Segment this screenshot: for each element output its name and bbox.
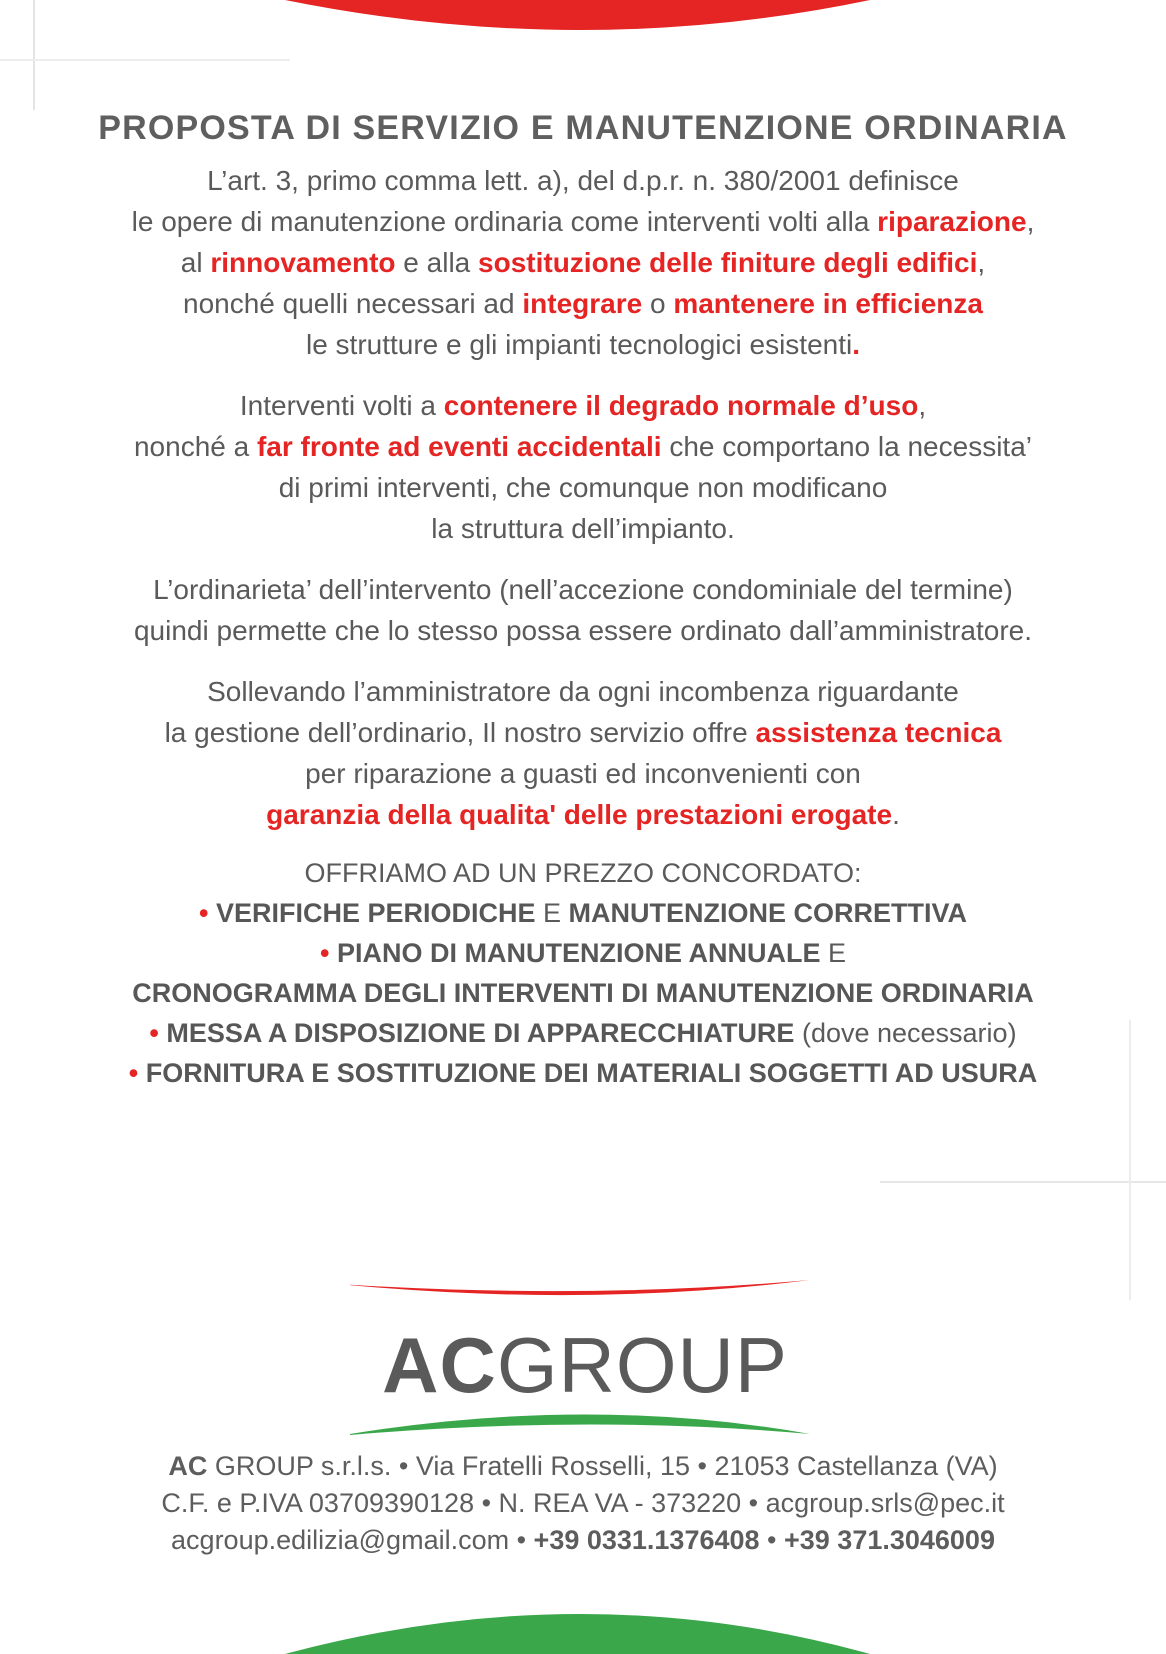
text: Sollevando l’amministratore da ogni incombenza riguardante [207,676,959,707]
text: la gestione dell’ordinario, Il nostro servizio offre [164,717,756,748]
offer-text: E [535,898,569,928]
footer-company-ac: AC [168,1451,208,1481]
text: le opere di manutenzione ordinaria come interventi volti alla [131,206,878,237]
offer-list [60,853,1106,1093]
text: la struttura dell’impianto. [431,513,735,544]
offer-text: E [820,938,846,968]
footer-contacts [40,1522,1126,1559]
text: per riparazione a guasti ed inconvenienti con [305,758,861,789]
text: , [977,247,986,278]
offer-text: FORNITURA E SOSTITUZIONE DEI MATERIALI SOGGETTI AD USURA [145,1058,1038,1088]
text: le strutture e gli impianti tecnologici esistenti [305,329,853,360]
offer-item [60,1013,1106,1053]
offer-item [60,1053,1106,1093]
footer-phone: +39 371.3046009 [784,1525,995,1555]
offer-text: (dove necessario) [794,1018,1017,1048]
footer-address [40,1448,1126,1485]
offer-text: CRONOGRAMMA DEGLI INTERVENTI DI MANUTENZIONE ORDINARIA [132,978,1034,1008]
top-red-arc [0,0,1166,40]
text: quindi permette che lo stesso possa essere ordinato dall’amministratore. [133,615,1032,646]
text: o [642,288,674,319]
highlight: . [852,329,861,360]
logo-red-swoosh [350,1280,820,1320]
offer-text: MESSA A DISPOSIZIONE DI APPARECCHIATURE [166,1018,795,1048]
offer-item [60,933,1106,973]
bullet-icon: • [128,1058,139,1088]
company-footer [40,1448,1126,1559]
footer-email: acgroup.edilizia@gmail.com • [171,1525,534,1555]
highlight: rinnovamento [210,247,396,278]
paragraph-definition [60,160,1106,365]
text: al [180,247,211,278]
bottom-green-arc [0,1604,1166,1654]
text: L’ordinarieta’ dell’intervento (nell’accezione condominiale del termine) [153,574,1013,605]
text: . [892,799,900,830]
offer-text: PIANO DI MANUTENZIONE ANNUALE [336,938,821,968]
text: che comportano la necessita’ [661,431,1032,462]
text: , [1026,206,1035,237]
highlight: contenere il degrado normale d’uso [443,390,919,421]
bullet-icon: • [320,938,330,968]
footer-text: GROUP s.r.l.s. • Via Fratelli Rosselli, 15 • 21053 Castellanza (VA) [207,1451,998,1481]
footer-tax-info: C.F. e P.IVA 03709390128 • N. REA VA - 373220 • acgroup.srls@pec.it [161,1488,1005,1518]
highlight: far fronte ad eventi accidentali [256,431,662,462]
text: nonché quelli necessari ad [183,288,523,319]
logo-group: GROUP [496,1321,788,1409]
paragraph-service [60,671,1106,835]
bullet-icon: • [149,1018,159,1048]
logo-ac: AC [382,1321,497,1409]
highlight: garanzia della qualita' delle prestazioni erogate [266,799,893,830]
highlight: riparazione [877,206,1027,237]
highlight: assistenza tecnica [755,717,1002,748]
offer-item [60,893,1106,933]
highlight: integrare [522,288,643,319]
offer-heading: OFFRIAMO AD UN PREZZO CONCORDATO: [304,858,862,888]
text: nonché a [133,431,257,462]
footer-text: • [759,1525,784,1555]
highlight: mantenere in efficienza [673,288,983,319]
text: di primi interventi, che comunque non modificano [278,472,888,503]
page-title: PROPOSTA DI SERVIZIO E MANUTENZIONE ORDINARIA [98,109,1068,147]
company-logo [350,1280,820,1440]
bullet-icon: • [198,898,209,928]
footer-phone: +39 0331.1376408 [533,1525,760,1555]
text: L’art. 3, primo comma lett. a), del d.p.r. n. 380/2001 definisce [207,165,959,196]
paragraph-ordinarity [60,569,1106,651]
logo-wordmark [350,1320,820,1410]
highlight: sostituzione delle finiture degli edifici [478,247,978,278]
text: e alla [395,247,479,278]
paragraph-interventions [60,385,1106,549]
offer-text: MANUTENZIONE CORRETTIVA [568,898,968,928]
text: Interventi volti a [239,390,444,421]
offer-item-continued [60,973,1106,1013]
text: , [918,390,927,421]
offer-text: VERIFICHE PERIODICHE [215,898,536,928]
main-content [60,100,1106,1093]
